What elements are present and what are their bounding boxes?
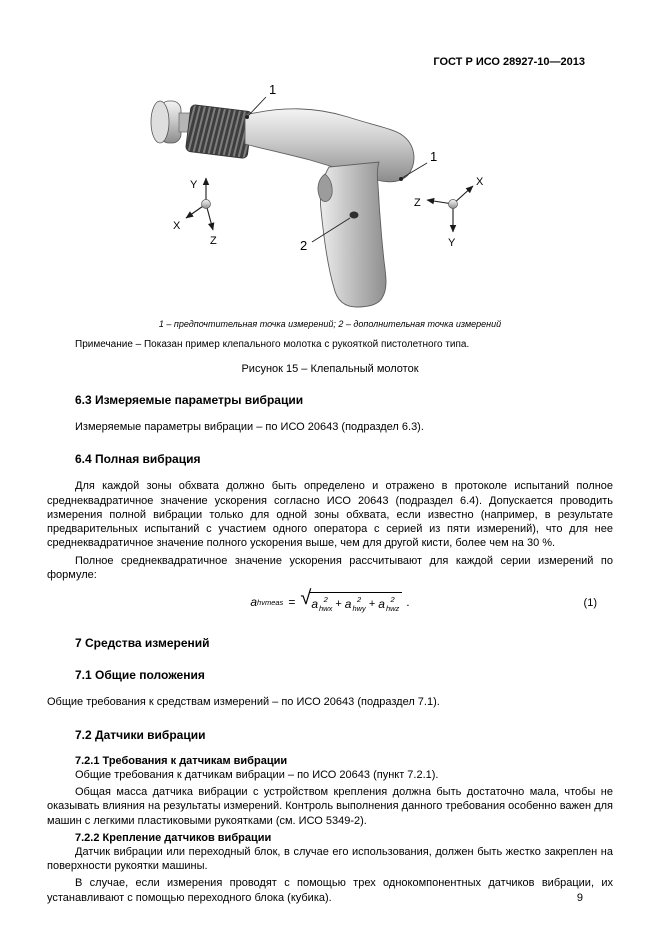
paragraph-7-2-1-2: Общая масса датчика вибрации с устройством крепления должна быть достаточно мала, чтобы не оказывать влияния на результаты измерений. Контроль выполнения данного требования особенно важен для машин с легкими пластиковыми рукоятками (см. ИСО 5349-2). [47, 785, 613, 827]
formula-lhs-subscript: hvmeas [257, 597, 284, 607]
formula-term-z: a 2 hwz [378, 595, 400, 613]
callout-1-label: 1 [268, 82, 276, 97]
paragraph-7-2-2-2: В случае, если измерения проводят с помощью трех однокомпонентных датчиков вибрации, их устанавливают с помощью переходного блока (кубика). [47, 877, 613, 904]
riveting-hammer-illustration [48, 82, 613, 317]
axis-left-x-label: X [172, 220, 180, 232]
formula-radical [300, 587, 402, 613]
hammer-threaded-collar [185, 104, 252, 158]
hammer-flange-face [151, 101, 169, 143]
section-heading-6-4: 6.4 Полная вибрация [75, 452, 201, 467]
section-heading-7-1: 7.1 Общие положения [75, 668, 205, 683]
paragraph-7-2-1-1: Общие требования к датчикам вибрации – по ИСО 20643 (пункт 7.2.1). [75, 768, 439, 781]
formula-term-y: a 2 hwy [344, 595, 366, 613]
paragraph-6-4-1: Для каждой зоны обхвата должно быть определено и отражено в протоколе испытаний полное среднеквадратичное значение ускорения согласно ИСО 20643 (подраздел 6.4). Допускается проводить измерения полной вибрации только для одной зоны обхвата, если известно (например, в результате предварительных испытаний с участием одного оператора с серией из пяти измерений), что для нее среднеквадратичное значение полного ускорения выше, чем для другой кисти, более чем на 30 %. [47, 480, 613, 550]
formula-equals: = [288, 595, 296, 610]
axis-left-z-label: Z [209, 235, 217, 247]
axes-right [414, 176, 484, 249]
figure-title: Рисунок 15 – Клепальный молоток [241, 363, 419, 375]
callout-2-label: 2 [299, 238, 307, 253]
formula-plus-1: + [335, 597, 342, 610]
formula-plus-2: + [368, 597, 376, 610]
callout-1b-label: 1 [429, 149, 437, 164]
axis-right-y-label: Y [447, 237, 455, 249]
paragraph-7-1: Общие требования к средствам измерений – по ИСО 20643 (подраздел 7.1). [47, 696, 440, 709]
section-heading-7-2-1: 7.2.1 Требования к датчикам вибрации [75, 754, 288, 767]
formula-lhs-base: a [250, 595, 258, 610]
axis-right-x-label: X [475, 176, 483, 188]
section-heading-7-2-2: 7.2.2 Крепление датчиков вибрации [75, 831, 272, 844]
page-number: 9 [576, 892, 583, 904]
section-heading-6-3: 6.3 Измеряемые параметры вибрации [75, 393, 304, 407]
axes-left [173, 178, 217, 247]
formula-period: . [406, 595, 410, 610]
radical-sign: √ [300, 587, 312, 610]
paragraph-6-3: Измеряемые параметры вибрации – по ИСО 20643 (подраздел 6.3). [75, 421, 424, 433]
equation-number: (1) [583, 597, 597, 610]
figure-legend: 1 – предпочтительная точка измерений; 2 – дополнительная точка измерений [158, 319, 502, 329]
equation-1 [47, 587, 613, 618]
axis-right-z-label: Z [413, 197, 421, 209]
equation-1-expression [250, 587, 410, 613]
figure-note: Примечание – Показан пример клепального молотка с рукояткой пистолетного типа. [75, 339, 470, 350]
formula-term-x: a 2 hwx [311, 595, 333, 613]
figure-15 [47, 82, 613, 375]
axis-left-y-label: Y [189, 179, 197, 191]
section-heading-7-2: 7.2 Датчики вибрации [75, 727, 206, 742]
paragraph-7-2-2-1: Датчик вибрации или переходный блок, в случае его использования, должен быть жестко закреплен на поверхности рукоятки машины. [47, 845, 613, 873]
doc-number-header: ГОСТ Р ИСО 28927-10—2013 [433, 56, 585, 68]
paragraph-6-4-2: Полное среднеквадратичное значение ускорения рассчитывают для каждой серии измерений по формуле: [47, 554, 613, 582]
section-heading-7: 7 Средства измерений [75, 636, 210, 651]
formula-radicand [309, 592, 402, 612]
measurement-point-2-marker [349, 212, 358, 219]
axis-right-origin [448, 200, 457, 209]
axis-left-origin [201, 200, 210, 209]
